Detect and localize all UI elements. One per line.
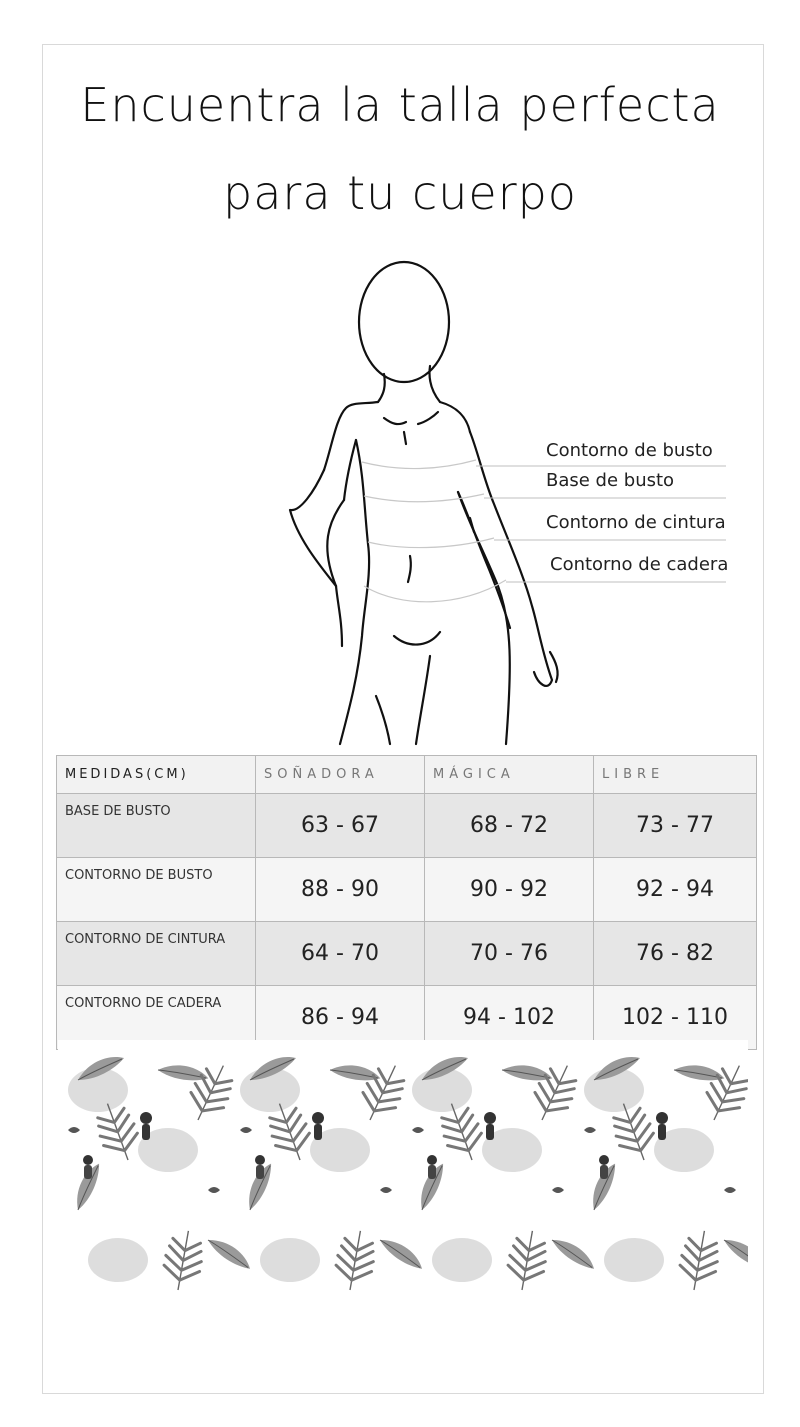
table-row — [57, 794, 757, 858]
table-cell: 92 - 94 — [594, 858, 757, 922]
table-header-row — [57, 756, 757, 794]
table-row — [57, 922, 757, 986]
leaf-pattern-icon — [58, 1040, 748, 1304]
label-base-busto: Base de busto — [546, 470, 675, 491]
table-cell: 94 - 102 — [425, 986, 594, 1050]
page-title-line-2: para tu cuerpo — [223, 166, 577, 220]
row-label: CONTORNO DE BUSTO — [57, 858, 256, 922]
table-row — [57, 858, 757, 922]
table-cell: 70 - 76 — [425, 922, 594, 986]
header-libre: LIBRE — [594, 756, 757, 794]
table-cell: 63 - 67 — [256, 794, 425, 858]
label-contorno-cadera: Contorno de cadera — [550, 554, 729, 575]
botanical-pattern-banner — [58, 1040, 748, 1304]
table-cell: 102 - 110 — [594, 986, 757, 1050]
table-cell: 73 - 77 — [594, 794, 757, 858]
row-label: BASE DE BUSTO — [57, 794, 256, 858]
row-label: CONTORNO DE CINTURA — [57, 922, 256, 986]
header-medidas: MEDIDAS(CM) — [57, 756, 256, 794]
body-figure-illustration — [280, 256, 740, 746]
header-magica: MÁGICA — [425, 756, 594, 794]
table-cell: 64 - 70 — [256, 922, 425, 986]
table-cell: 68 - 72 — [425, 794, 594, 858]
header-sonadora: SOÑADORA — [256, 756, 425, 794]
table-cell: 86 - 94 — [256, 986, 425, 1050]
table-cell: 76 - 82 — [594, 922, 757, 986]
table-cell: 90 - 92 — [425, 858, 594, 922]
label-contorno-cintura: Contorno de cintura — [546, 512, 726, 533]
table-cell: 88 - 90 — [256, 858, 425, 922]
label-contorno-busto: Contorno de busto — [546, 440, 713, 461]
row-label: CONTORNO DE CADERA — [57, 986, 256, 1050]
page-title-line-1: Encuentra la talla perfecta — [80, 78, 720, 132]
size-chart-table — [56, 755, 757, 1050]
